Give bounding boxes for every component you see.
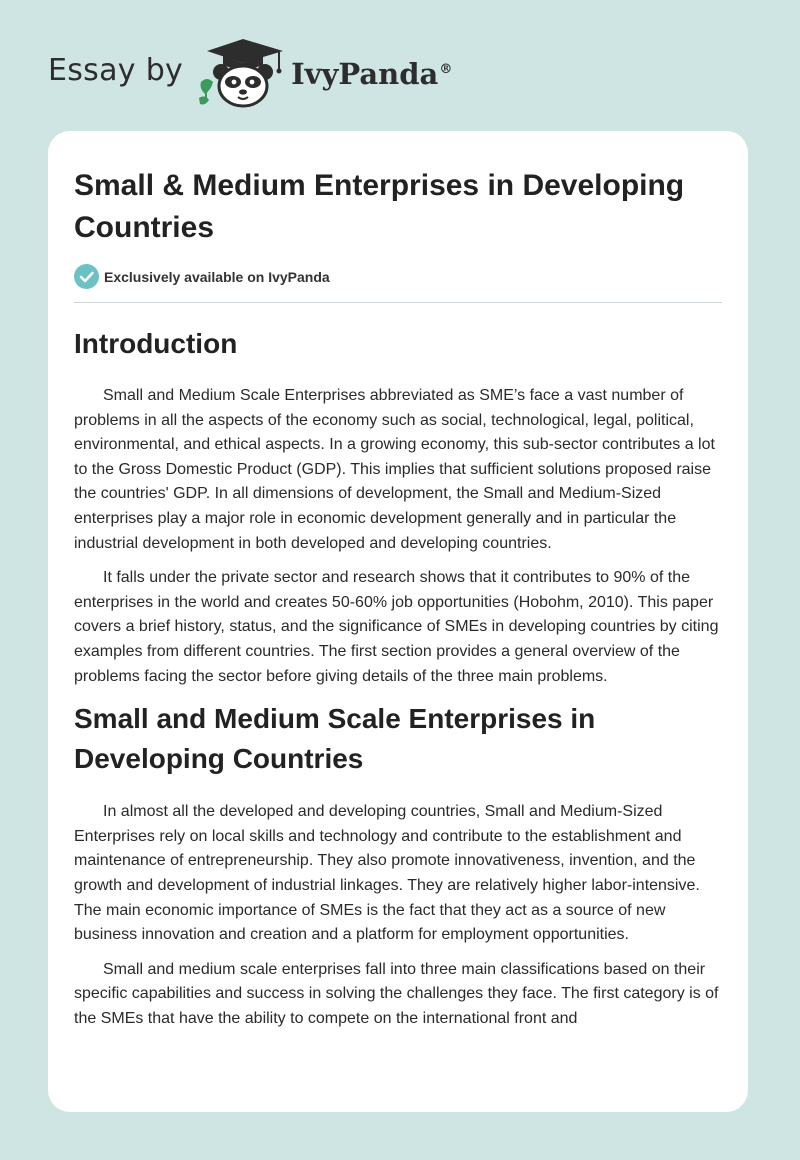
site-header <box>48 36 452 110</box>
panda-graduate-logo-icon[interactable] <box>197 36 289 110</box>
registered-mark: ® <box>439 62 453 78</box>
section-heading-introduction: Introduction <box>74 328 238 359</box>
check-circle-icon <box>74 264 99 289</box>
brand-name[interactable]: IvyPanda® <box>291 57 453 91</box>
section-heading-sme-developing: Small and Medium Scale Enterprises in Developing Countries <box>74 703 596 775</box>
paragraph: In almost all the developed and developing countries, Small and Medium-Sized Enterprises rely on local skills and technology and contribute to the establishment and maintenance of entrepreneurship. They also promote innovativeness, invention, and the growth and development of industrial linkages. They are relatively higher labor-intensive. The main economic importance of SMEs is the fact that they act as a source of new business innovation and creation and a platform for employment opportunities. <box>74 803 700 944</box>
exclusive-badge-text: Exclusively available on IvyPanda <box>104 268 330 285</box>
paragraph: It falls under the private sector and research shows that it contributes to 90% of the enterprises in the world and creates 50-60% job opportunities (Hobohm, 2010). This paper covers a brief history, status, and the significance of SMEs in developing countries by citing examples from different countries. The first section provides a general overview of the problems facing the sector before giving details of the three main problems. <box>74 569 719 685</box>
brand-prefix: Essay by <box>48 52 184 88</box>
exclusive-badge <box>74 264 722 303</box>
essay-card <box>48 131 748 1112</box>
paragraph: Small and Medium Scale Enterprises abbreviated as SME’s face a vast number of problems in all the aspects of the economy such as social, technological, legal, political, environmental, and ethical aspects. In a growing economy, this sub-sector contributes a lot to the Gross Domestic Product (GDP). This implies that sufficient solutions proposed raise the countries' GDP. In all dimensions of development, the Small and Medium-Sized enterprises play a major role in economic development generally and in particular the industrial development in both developed and developing countries. <box>74 387 715 552</box>
paragraph: Small and medium scale enterprises fall into three main classifications based on their specific capabilities and success in solving the challenges they face. The first category is of the SMEs that have the ability to compete on the international front and <box>74 960 719 1027</box>
essay-title: Small & Medium Enterprises in Developing Countries <box>74 169 685 244</box>
